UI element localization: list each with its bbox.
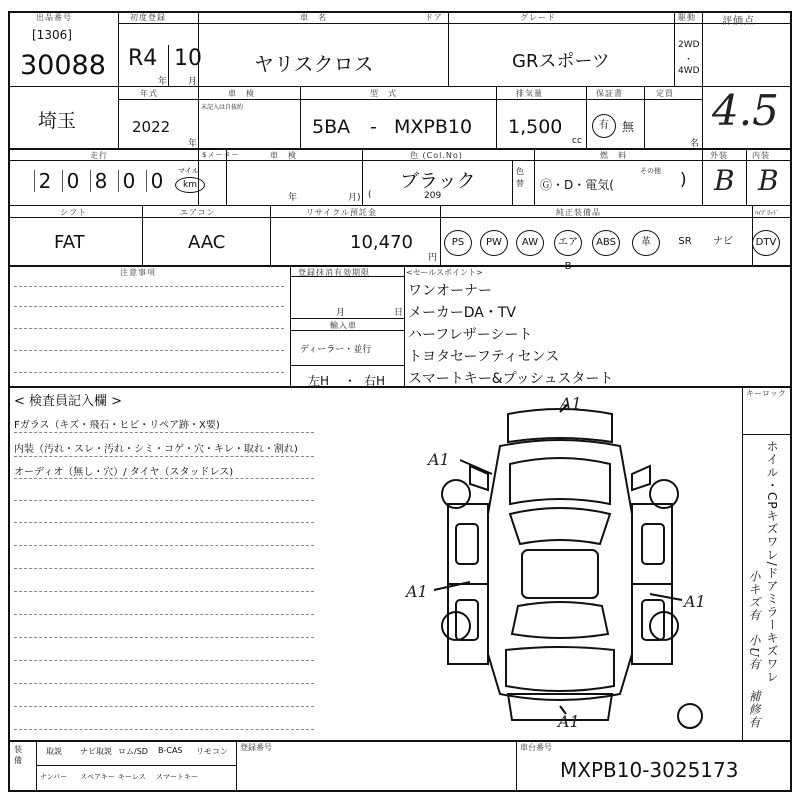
reg-label: 登録番号 (240, 743, 272, 752)
handle-left: 左H (308, 374, 330, 388)
mileage-digit-2: 8 (90, 170, 111, 192)
footer-item: スマートキー (156, 773, 198, 781)
shaken-year-unit: 年 (288, 193, 298, 203)
capacity-unit: 名 (690, 139, 700, 149)
sales-point: メーカーDA・TV (408, 305, 516, 321)
hood-outline (510, 458, 610, 504)
model-code: MXPB10 (394, 116, 473, 138)
mileage-label: 走行 (90, 151, 108, 160)
row-divider-6 (8, 740, 792, 742)
lot-bracket: [1306] (32, 28, 72, 42)
fuel-label: 燃 料 (600, 151, 627, 160)
capacity-label: 定員 (656, 89, 674, 98)
warranty-no: 無 (622, 120, 635, 134)
inspector-line-2: 内装（汚れ・スレ・汚れ・シミ・コゲ・穴・キレ・取れ・割れ) (14, 444, 298, 455)
odometer-label: $メーター (202, 151, 240, 159)
row-divider-1 (8, 86, 792, 87)
equipment-item: PW (480, 230, 508, 256)
import-label: 輸入車 (330, 321, 357, 330)
shift-label: シフト (60, 208, 87, 217)
score-label: 評価点 (722, 16, 755, 27)
year: 2022 (132, 118, 171, 136)
color-paren: ( (368, 190, 372, 200)
mileage-digit-4: 0 (146, 170, 167, 192)
footer-item: 取説 (46, 747, 62, 756)
mark-front-left: A1 (428, 450, 450, 469)
fuel-other: その他 (640, 167, 661, 175)
color: ブラック (400, 170, 476, 192)
chassis-label: 車台番号 (520, 743, 552, 752)
side-note-main: ホイル・CPキズワレ/ドアミラーキズワレ (765, 440, 779, 684)
side-note-dent: 小U有 (747, 634, 761, 672)
sales-label: <セールスポイント> (406, 268, 483, 277)
car-name: ヤリスクロス (254, 52, 374, 76)
side-note-repair: 補修有 (747, 690, 761, 729)
year-type-label: 年式 (140, 89, 158, 98)
ac-label: エアコン (180, 208, 216, 217)
front-bumper-outline (508, 409, 612, 442)
lot-number: 30088 (20, 50, 106, 81)
equipment-item: 革 (632, 230, 660, 256)
recycle-unit: 円 (428, 253, 438, 263)
dealer-label: ディーラー・並行 (300, 345, 372, 355)
mileage-unit-mile: マイル (178, 167, 199, 175)
drive-2wd: 2WD (678, 40, 700, 50)
model-prefix: 5BA (312, 116, 351, 138)
color-no: 209 (424, 191, 442, 201)
first-reg-label: 初度登録 (130, 13, 166, 22)
border-right (790, 11, 792, 791)
rear-window-outline (512, 602, 608, 638)
equip-label: 装備 (14, 745, 22, 765)
door-label: ドア (425, 13, 443, 22)
equipment-item: エアB (554, 230, 582, 256)
displacement-cc: cc (572, 136, 582, 146)
first-reg-era: R4 (128, 46, 158, 71)
footer-item: ロム/SD (118, 747, 148, 756)
deadline-label: 登録抹消有効期限 (298, 268, 370, 277)
sales-point: スマートキー&プッシュスタート (408, 371, 614, 387)
footer-item: ナビ取説 (80, 747, 112, 756)
windshield-outline (510, 508, 610, 544)
shaken-label: 車 検 (270, 151, 297, 160)
warranty-yes: 有 (599, 120, 609, 131)
shaken-month-unit: 月) (348, 193, 361, 203)
interior: B (758, 164, 779, 197)
mark-rear: A1 (558, 712, 580, 731)
displacement: 1,500 (508, 116, 563, 138)
footer-item: ナンバー (40, 773, 68, 781)
deadline-month: 月 (336, 308, 346, 318)
first-reg-month-unit: 月 (188, 77, 198, 87)
deadline-day: 日 (394, 308, 404, 318)
hybrid-label: ﾊｲﾌﾞﾘｯﾄﾞ (755, 210, 780, 217)
first-reg-year-unit: 年 (158, 77, 168, 87)
mark-left-door: A1 (406, 582, 428, 601)
footer-item: スペアキー (80, 773, 115, 781)
sales-point: トヨタセーフティセンス (408, 349, 560, 365)
recycle: 10,470 (350, 232, 413, 253)
chassis-number: MXPB10-3025173 (560, 758, 739, 782)
equipment-label: 純正装備品 (556, 208, 601, 217)
footer-item: B-CAS (158, 746, 183, 755)
keylock-label: キーロック (746, 389, 786, 398)
caution-label: 注意事項 (120, 268, 156, 277)
equipment-item: ナビ (713, 236, 733, 247)
warranty-label: 保証書 (596, 89, 623, 98)
car-name-label: 車 名 (300, 13, 327, 22)
score: 4.5 (712, 86, 779, 135)
exterior-label: 外装 (710, 151, 728, 160)
handle-right: 右H (364, 374, 386, 388)
interior-label: 内装 (752, 151, 770, 160)
row-divider-3 (8, 205, 792, 206)
fuel-options: Ⓖ・D・電気( (540, 178, 614, 192)
drive-4wd: 4WD (678, 66, 700, 76)
equipment-item: PS (444, 230, 472, 256)
first-reg-month: 10 (174, 46, 202, 71)
shift: FAT (54, 232, 85, 253)
sales-point: ハーフレザーシート (408, 327, 533, 343)
region: 埼玉 (38, 110, 77, 132)
inspector-line-3: オーディオ（無し・穴）/ タイヤ（スタッドレス) (14, 467, 234, 478)
displacement-label: 排気量 (516, 89, 543, 98)
ac: AAC (188, 232, 226, 253)
row-divider-2 (8, 148, 792, 150)
sales-point: ワンオーナー (408, 283, 492, 299)
mileage-unit-km-circle (175, 177, 205, 193)
mark-right-door: A1 (684, 592, 706, 611)
year-unit: 年 (188, 139, 198, 149)
grade: GRスポーツ (512, 51, 610, 72)
mileage-digit-3: 0 (118, 170, 139, 192)
mileage-digit-0: 2 (34, 170, 55, 192)
mark-front: A1 (560, 394, 582, 413)
footer-item: キーレス (118, 773, 146, 781)
color-change-label: 色替 (516, 167, 524, 188)
mileage-digit-1: 0 (62, 170, 83, 192)
grade-label: グレード (520, 13, 556, 22)
drive-dot: ・ (684, 55, 694, 65)
equipment-item: SR (678, 236, 692, 247)
mileage-unit-km: km (183, 180, 197, 190)
equipment-item: AW (516, 230, 544, 256)
drive-label: 駆動 (678, 13, 696, 22)
car-damage-diagram (400, 394, 720, 734)
equipment-item: DTV (752, 230, 780, 256)
footer-item: リモコン (196, 747, 228, 756)
row-divider-5 (8, 386, 792, 388)
equipment-item: ABS (592, 230, 620, 256)
lot-label: 出品番号 (36, 13, 72, 22)
handle-dot: ・ (344, 374, 357, 388)
border-bottom (8, 790, 792, 792)
inspector-line-1: Fガラス（キズ・飛石・ヒビ・リペア跡・X要) (14, 420, 220, 431)
trunk-outline (506, 647, 614, 691)
model-label: 型 式 (370, 89, 397, 98)
exterior: B (714, 164, 735, 197)
roof-outline (522, 550, 598, 598)
model-dash: - (370, 116, 377, 138)
shaken-label-row2: 車 検 (228, 89, 255, 98)
border-left (8, 11, 10, 791)
shaken-note: 未記入は自抜約 (201, 104, 244, 111)
side-note-scratch: 小キズ有 (747, 570, 761, 622)
recycle-label: リサイクル預託金 (306, 208, 377, 217)
warranty-yes-circle (592, 114, 616, 138)
color-label: 色 (Col.No) (410, 151, 463, 160)
spare-wheel (678, 704, 702, 728)
inspector-title: < 検査員記入欄 > (14, 394, 123, 409)
fuel-close: ) (680, 170, 687, 190)
